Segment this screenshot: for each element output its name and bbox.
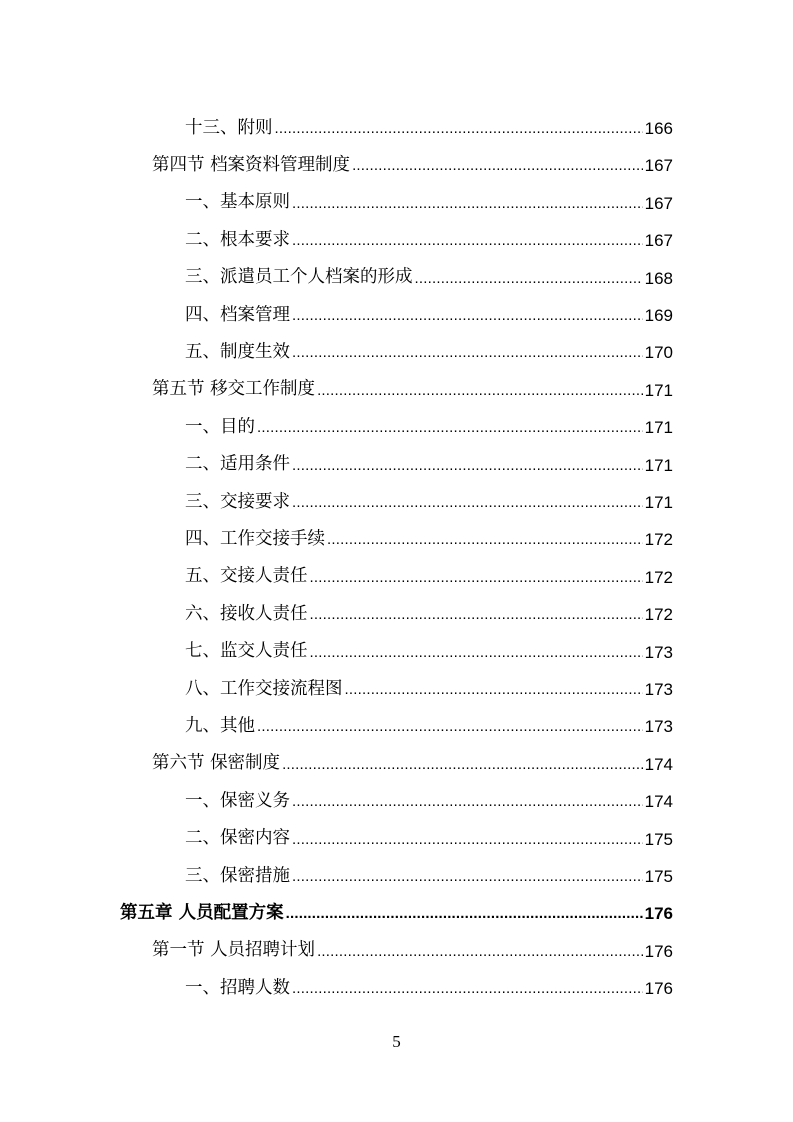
toc-entry[interactable] (185, 511, 673, 548)
toc-entry-page: 170 (644, 343, 673, 363)
toc-entry[interactable] (185, 661, 673, 698)
toc-entry-page: 172 (644, 605, 673, 625)
toc-entry[interactable] (152, 923, 673, 960)
toc-entry[interactable] (185, 549, 673, 586)
toc-entry-page: 167 (644, 231, 673, 251)
toc-entry[interactable] (185, 175, 673, 212)
toc-entry-title: 二、适用条件 (185, 454, 290, 475)
page-number: 5 (392, 1032, 401, 1051)
toc-entry[interactable] (185, 250, 673, 287)
toc-dot-leader (292, 345, 643, 361)
toc-entry-title: 三、交接要求 (185, 491, 290, 512)
toc-entry-title: 第六节 保密制度 (152, 753, 281, 774)
toc-entry-page: 174 (644, 754, 673, 774)
toc-entry-page: 168 (644, 268, 673, 288)
toc-entry-page: 167 (644, 156, 673, 176)
toc-entry-title: 第四节 档案资料管理制度 (152, 154, 351, 175)
toc-entry-title: 一、招聘人数 (185, 977, 290, 998)
toc-entry-title: 三、派遣员工个人档案的形成 (185, 267, 413, 288)
toc-entry[interactable] (185, 324, 673, 361)
toc-dot-leader (327, 532, 643, 548)
toc-dot-leader (286, 906, 643, 922)
toc-dot-leader (292, 869, 643, 885)
toc-entry[interactable] (152, 362, 673, 399)
toc-entry-page: 175 (644, 867, 673, 886)
toc-entry[interactable] (185, 586, 673, 623)
toc-entry-page: 171 (644, 455, 673, 475)
toc-entry-title: 三、保密措施 (185, 865, 290, 886)
toc-entry-page: 176 (644, 904, 673, 924)
toc-entry-title: 四、工作交接手续 (185, 528, 325, 549)
toc-entry-title: 一、保密义务 (185, 790, 290, 811)
toc-entry[interactable] (185, 474, 673, 511)
toc-dot-leader (257, 420, 643, 436)
toc-dot-leader (415, 271, 643, 287)
toc-entry[interactable] (185, 624, 673, 661)
toc-dot-leader (292, 794, 643, 810)
toc-entry[interactable] (185, 437, 673, 474)
toc-dot-leader (352, 158, 643, 174)
toc-entry-title: 四、档案管理 (185, 304, 290, 325)
toc-dot-leader (292, 832, 643, 848)
toc-entry-page: 173 (644, 642, 673, 662)
toc-entry-page: 173 (644, 680, 673, 699)
toc-entry-page: 166 (644, 119, 673, 138)
toc-dot-leader (310, 645, 643, 661)
toc-dot-leader (317, 383, 643, 399)
toc-dot-leader (292, 196, 643, 212)
toc-entry-title: 二、根本要求 (185, 229, 290, 250)
toc-dot-leader (282, 757, 643, 773)
toc-dot-leader (317, 944, 643, 960)
toc-dot-leader (292, 981, 643, 997)
toc-dot-leader (310, 570, 643, 586)
toc-entry-title: 第五节 移交工作制度 (152, 379, 316, 400)
toc-entry-title: 一、基本原则 (185, 192, 290, 213)
toc-dot-leader (275, 121, 643, 137)
toc-dot-leader (292, 495, 643, 511)
toc-entry-title: 五、制度生效 (185, 341, 290, 362)
toc-entry[interactable] (185, 811, 673, 848)
toc-entry[interactable] (152, 137, 673, 174)
toc-entry-title: 七、监交人责任 (185, 641, 308, 662)
toc-entry-title: 六、接收人责任 (185, 603, 308, 624)
toc-entry-page: 176 (644, 941, 673, 961)
toc-entry-title: 第五章 人员配置方案 (120, 902, 284, 923)
toc-entry[interactable] (185, 698, 673, 735)
toc-entry[interactable] (152, 736, 673, 773)
toc-entry-page: 173 (644, 717, 673, 737)
toc-dot-leader (310, 607, 643, 623)
toc-entry-title: 十三、附则 (185, 117, 273, 138)
toc-dot-leader (292, 308, 643, 324)
toc-entry-title: 八、工作交接流程图 (185, 678, 343, 699)
toc-entry[interactable] (185, 287, 673, 324)
toc-entry[interactable] (185, 848, 673, 885)
toc-entry-page: 175 (644, 829, 673, 849)
toc-entry-page: 171 (644, 418, 673, 438)
toc-entry-page: 172 (644, 567, 673, 587)
toc-entry-title: 第一节 人员招聘计划 (152, 940, 316, 961)
toc-dot-leader (292, 458, 643, 474)
toc-entry[interactable] (185, 960, 673, 997)
toc-entry-page: 169 (644, 306, 673, 325)
toc-entry-page: 176 (644, 979, 673, 999)
toc-entry-title: 二、保密内容 (185, 828, 290, 849)
toc-entry-page: 171 (644, 380, 673, 400)
toc-entry-title: 九、其他 (185, 715, 255, 736)
toc-entry-page: 172 (644, 530, 673, 550)
toc-entry-page: 167 (644, 193, 673, 213)
toc-entry-title: 一、目的 (185, 416, 255, 437)
toc-dot-leader (345, 682, 643, 698)
toc-entry[interactable] (120, 885, 673, 922)
toc-entry[interactable] (185, 773, 673, 810)
toc-entry[interactable] (185, 100, 673, 137)
toc-entry-page: 174 (644, 792, 673, 812)
toc-entry[interactable] (185, 212, 673, 249)
toc-entry-title: 五、交接人责任 (185, 566, 308, 587)
toc-entry[interactable] (185, 399, 673, 436)
toc-dot-leader (292, 233, 643, 249)
toc-entry-page: 171 (644, 493, 673, 512)
toc-dot-leader (257, 719, 643, 735)
